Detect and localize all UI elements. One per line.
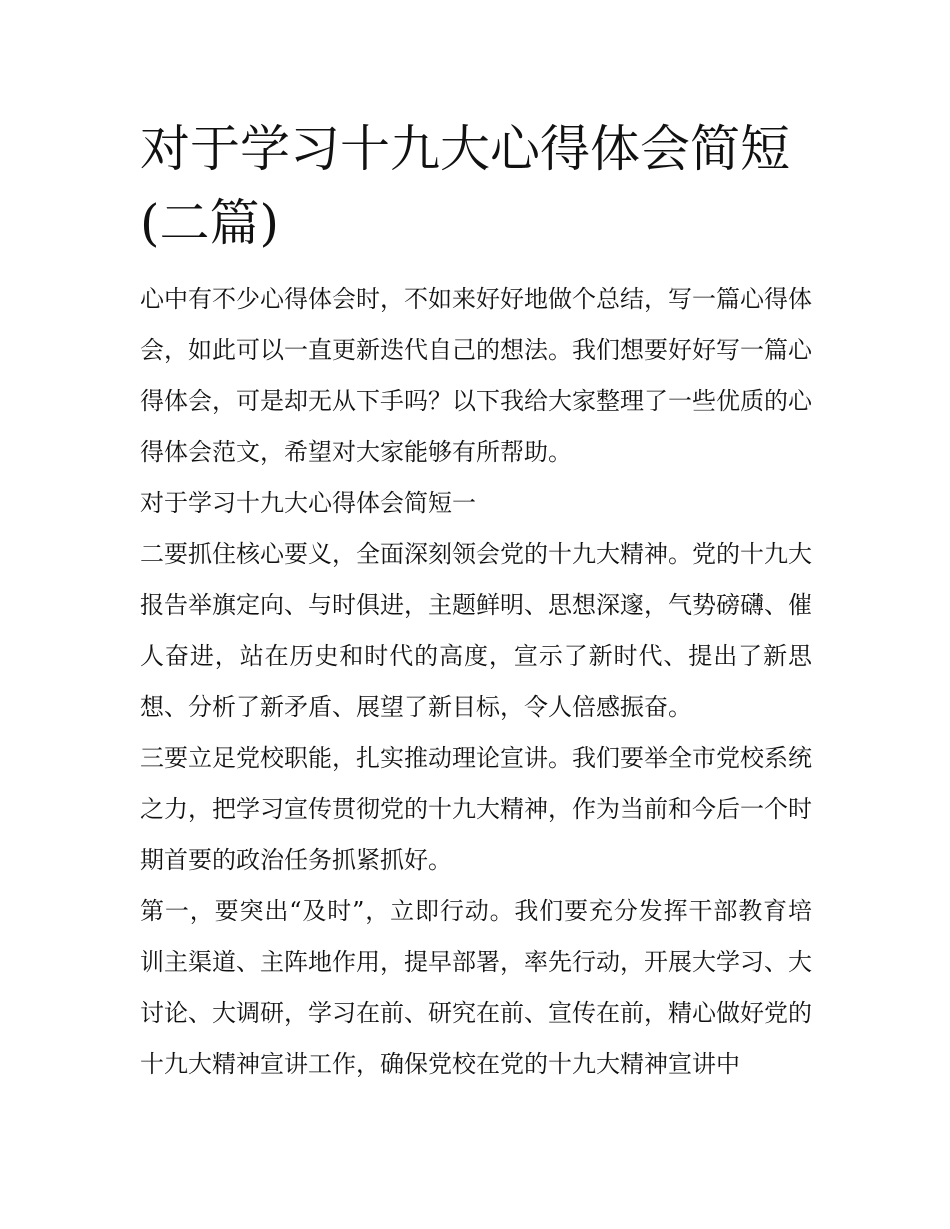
paragraph-point-three: 三要立足党校职能，扎实推动理论宣讲。我们要举全市党校系统之力，把学习宣传贯彻党的十九大精神，作为当前和今后一个时期首要的政治任务抓紧抓好。 — [140, 744, 812, 874]
document-title: 对于学习十九大心得体会简短(二篇) — [140, 120, 790, 252]
paragraph-first: 第一，要突出“及时”，立即行动。我们要充分发挥干部教育培训主渠道、主阵地作用，提早部署，率先行动，开展大学习、大讨论、大调研，学习在前、研究在前、宣传在前，精心做好党的十九大精神宣讲工作，确保党校在党的十九大精神宣讲中 — [140, 897, 812, 1078]
document-body — [140, 274, 812, 1090]
paragraph-point-two: 二要抓住核心要义，全面深刻领会党的十九大精神。党的十九大报告举旗定向、与时俱进，主题鲜明、思想深邃，气势磅礴、催人奋进，站在历史和时代的高度，宣示了新时代、提出了新思想、分析了新矛盾、展望了新目标，令人倍感振奋。 — [140, 540, 812, 721]
section-heading: 对于学习十九大心得体会简短一 — [140, 489, 476, 517]
paragraph-intro: 心中有不少心得体会时，不如来好好地做个总结，写一篇心得体会，如此可以一直更新迭代自己的想法。我们想要好好写一篇心得体会，可是却无从下手吗？以下我给大家整理了一些优质的心得体会范文，希望对大家能够有所帮助。 — [140, 285, 812, 466]
document-page — [140, 112, 812, 1090]
